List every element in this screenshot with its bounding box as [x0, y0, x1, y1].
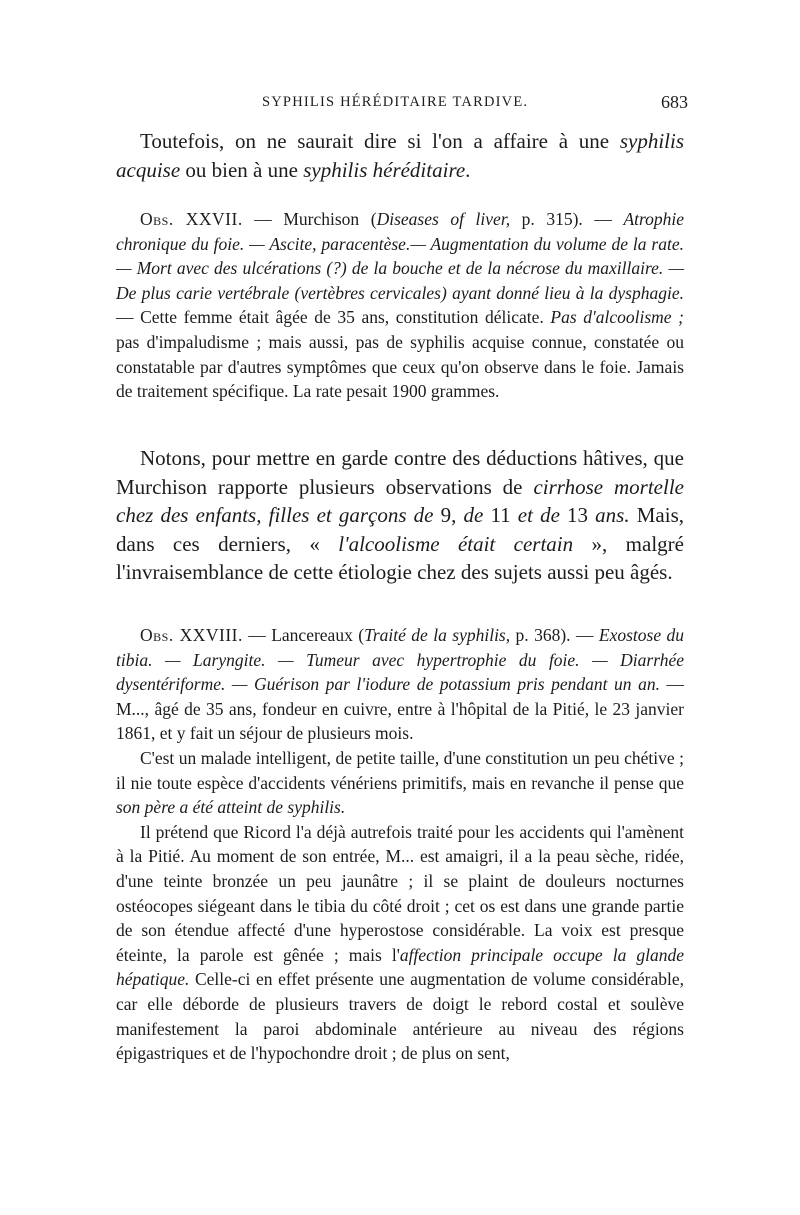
italic-text: ans. — [595, 503, 630, 527]
text: Notons, pour mettre en garde contre des déductions hâtives, que Murchison rapporte plusieurs observations de — [116, 446, 684, 499]
italic-text: syphilis héréditaire — [303, 157, 466, 182]
notons-paragraph — [116, 444, 684, 587]
italic-text: de — [463, 503, 484, 527]
text: 11 — [483, 503, 518, 527]
italic-text: Diseases of liver, — [376, 209, 511, 229]
italic-text: Traité de la syphilis, — [364, 625, 511, 645]
text: 13 — [559, 503, 596, 527]
text: Mais, dans ces derniers, « — [116, 503, 684, 556]
observation-28 — [116, 623, 684, 1066]
text: — Murchison ( — [242, 209, 377, 229]
observation-label: Obs. XXVIII. — [140, 625, 243, 645]
patient-description — [116, 746, 684, 820]
text: C'est un malade intelligent, de petite taille, d'une constitution un peu chétive ; il nie toute espèce d'accidents vénériens primitifs, mais en revanche il pense que — [116, 747, 684, 793]
text: Toutefois, on ne saurait dire si l'on a affaire à une — [140, 129, 620, 153]
text: p. 315). — — [510, 209, 624, 229]
text: — Cette femme était âgée de 35 ans, constitution délicate. — [116, 307, 551, 328]
italic-text: et de — [517, 503, 560, 527]
page-number: 683 — [661, 92, 688, 112]
italic-text: syphilis acquise — [116, 129, 684, 182]
text: Celle-ci en effet présente une augmentation de volume considérable, car elle déborde de plusieurs travers de doigt le rebord costal et soulève manifestement la paroi abdominale antérieure au niveau des régions épigastriques et de l'hypochondre droit ; de plus on sent, — [116, 969, 684, 1064]
text: Il prétend que Ricord l'a déjà autrefois traité pour les accidents qui l'amènent à la Pitié. Au moment de son entrée, M... est amaigri, il a la peau sèche, ridée, d'une teinte bronzée un peu jaunâtre ; il se plaint de douleurs nocturnes ostéocopes siégeant dans le tibia du côté droit ; cet os est dans une grande partie de son étendue affecté d'une hyperostose considérable. La voix est presque éteinte, la parole est gênée ; mais l' — [116, 821, 684, 965]
intro-paragraph — [116, 127, 684, 184]
italic-text: affection principale occupe la glande hépatique. — [116, 944, 684, 990]
text: p. 368). — — [510, 625, 599, 645]
clinical-description — [116, 820, 684, 1066]
text: », malgré l'invraisemblance de cette étiologie chez des sujets aussi peu âgés. — [116, 531, 684, 584]
italic-text: l'alcoolisme était certain — [338, 531, 574, 556]
running-header — [116, 92, 688, 116]
italic-text: son père a été atteint de syphilis. — [116, 797, 346, 818]
italic-text: Exostose du tibia. — Laryngite. — Tumeur avec hypertrophie du foie. — Diarrhée dysentériforme. — Guérison par l'iodure de potassium pris pendant un an. — [116, 625, 684, 695]
text: . — [465, 157, 471, 182]
italic-text: Pas d'alcoolisme ; — [550, 307, 684, 328]
text: pas d'impaludisme ; mais aussi, pas de syphilis acquise connue, constatée ou constatable par d'autres symptômes que ceux qu'on observe dans le foie. Jamais de traitement spécifique. La rate pesait 1900 grammes. — [116, 331, 684, 402]
text: — M..., âgé de 35 ans, fondeur en cuivre, entre à l'hôpital de la Pitié, le 23 janvier 1861, et y fait un séjour de plusieurs mois. — [116, 674, 684, 744]
text: 9, — [433, 503, 464, 527]
italic-text: Atrophie chronique du foie. — Ascite, paracentèse.— Augmentation du volume de la rate. — Mort avec des ulcérations (?) de la bouche et de la nécrose du maxillaire. — De plus carie vertébrale (vertèbres cervicales) ayant donné lieu à la dysphagie. — [116, 209, 685, 303]
italic-text: cirrhose mortelle chez des enfants, filles et garçons de — [116, 474, 684, 527]
observation-label: Obs. XXVII. — [140, 209, 243, 229]
running-title: SYPHILIS HÉRÉDITAIRE TARDIVE. — [262, 94, 529, 110]
text: ou bien à une — [180, 157, 304, 182]
observation-27 — [116, 207, 684, 404]
text: — Lancereaux ( — [242, 625, 365, 645]
